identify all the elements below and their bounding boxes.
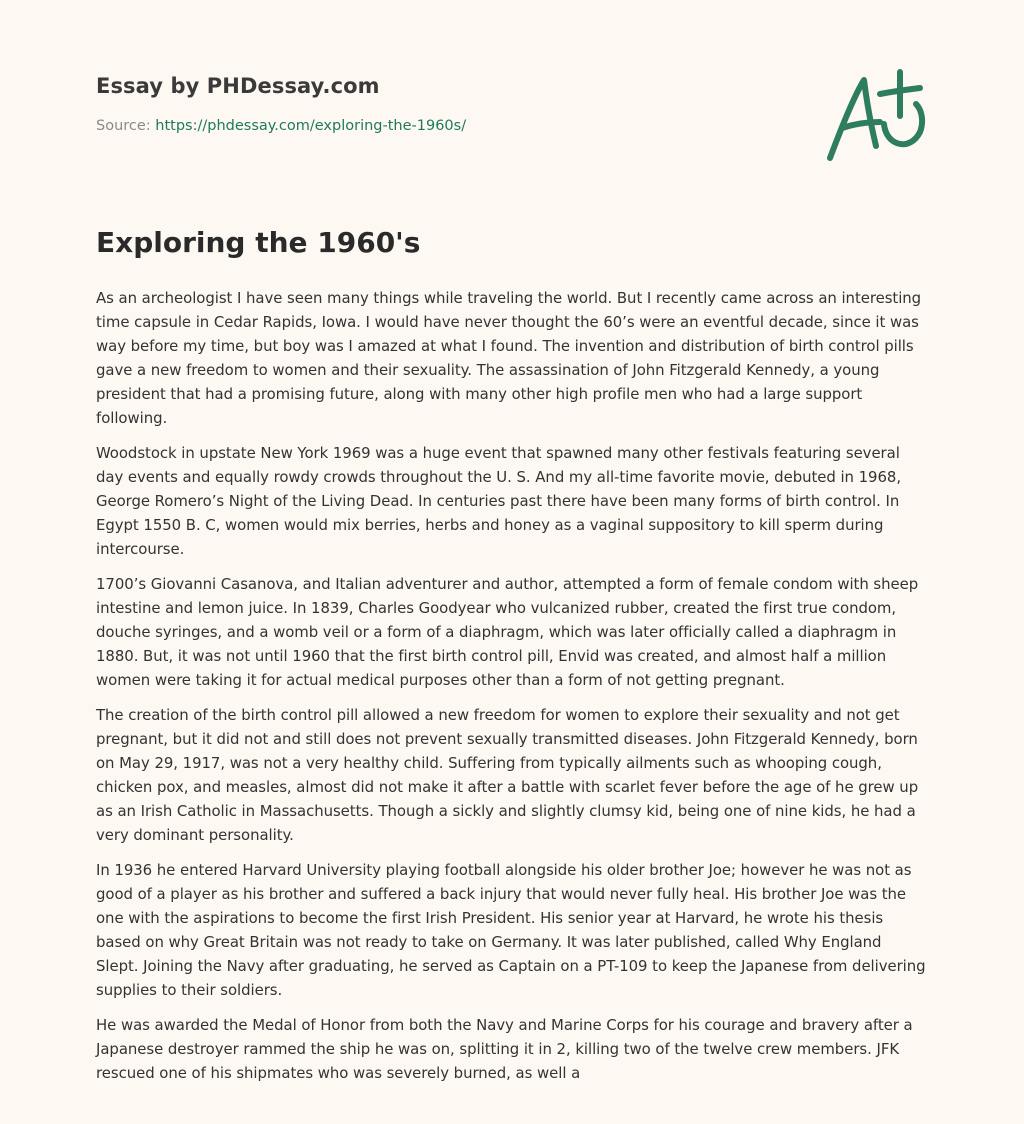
essay-title: Exploring the 1960's (96, 226, 421, 259)
source-line (96, 118, 796, 134)
source-label: Source: (96, 118, 151, 134)
essay-paragraph: 1700’s Giovanni Casanova, and Italian adventurer and author, attempted a form of female condom with sheep intestine and lemon juice. In 1839, Charles Goodyear who vulcanized rubber, created the first true condom, douche syringes, and a womb veil or a form of a diaphragm, which was later officially called a diaphragm in 1880. But, it was not until 1960 that the first birth control pill, Envid was created, and almost half a million women were taking it for actual medical purposes other than a form of not getting pregnant. (96, 575, 919, 689)
a-plus-logo-icon (820, 66, 930, 166)
essay-paragraph: As an archeologist I have seen many things while traveling the world. But I recently came across an interesting time capsule in Cedar Rapids, Iowa. I would have never thought the 60’s were an eventful decade, since it was way before my time, but boy was I amazed at what I found. The invention and distribution of birth control pills gave a new freedom to women and their sexuality. The assassination of John Fitzgerald Kennedy, a young president that had a promising future, along with many other high profile men who had a large support following. (96, 289, 922, 427)
page-header (96, 74, 796, 134)
essay-paragraph: Woodstock in upstate New York 1969 was a huge event that spawned many other festivals featuring several day events and equally rowdy crowds throughout the U. S. And my all-time favorite movie, debuted in 1968, George Romero’s Night of the Living Dead. In centuries past there have been many forms of birth control. In Egypt 1550 B. C, women would mix berries, herbs and honey as a vaginal suppository to kill sperm during intercourse. (96, 444, 902, 558)
essay-paragraph: In 1936 he entered Harvard University playing football alongside his older brother Joe; however he was not as good of a player as his brother and suffered a back injury that would never fully heal. His brother Joe was the one with the aspirations to become the first Irish President. His senior year at Harvard, he wrote his thesis based on why Great Britain was not ready to take on Germany. It was later published, called Why England Slept. Joining the Navy after graduating, he served as Captain on a PT-109 to keep the Japanese from delivering supplies to their soldiers. (96, 861, 926, 999)
essay-paragraph: He was awarded the Medal of Honor from both the Navy and Marine Corps for his courage and bravery after a Japanese destroyer rammed the ship he was on, splitting it in 2, killing two of the twelve crew members. JFK rescued one of his shipmates who was severely burned, as well a (96, 1016, 913, 1082)
essay-body (96, 286, 928, 1096)
source-link[interactable]: https://phdessay.com/exploring-the-1960s/ (155, 118, 467, 134)
site-title: Essay by PHDessay.com (96, 74, 380, 98)
essay-paragraph: The creation of the birth control pill allowed a new freedom for women to explore their sexuality and not get pregnant, but it did not and still does not prevent sexually transmitted diseases. John Fitzgerald Kennedy, born on May 29, 1917, was not a very healthy child. Suffering from typically ailments such as whooping cough, chicken pox, and measles, almost did not make it after a battle with scarlet fever before the age of he grew up as an Irish Catholic in Massachusetts. Though a sickly and slightly clumsy kid, being one of nine kids, he had a very dominant personality. (96, 706, 919, 844)
